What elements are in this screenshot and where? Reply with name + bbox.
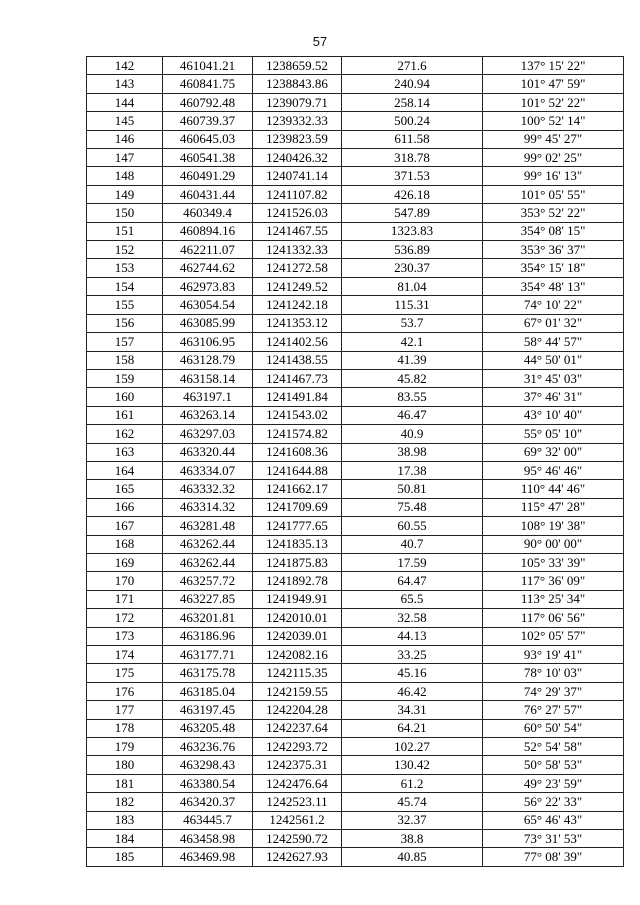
point-number-cell: 180 [87,756,163,774]
direction-angle-cell: 354° 48' 13" [483,277,624,295]
x-coordinate-cell: 463106.95 [163,333,253,351]
direction-angle-cell: 105° 33' 39" [483,553,624,571]
segment-length-cell: 53.7 [342,314,483,332]
point-number-cell: 173 [87,627,163,645]
table-row [87,498,624,516]
point-number-cell: 142 [87,57,163,75]
segment-length-cell: 611.58 [342,130,483,148]
table-row [87,443,624,461]
x-coordinate-cell: 463320.44 [163,443,253,461]
direction-angle-cell: 69° 32' 00" [483,443,624,461]
y-coordinate-cell: 1240741.14 [253,167,342,185]
x-coordinate-cell: 460541.38 [163,149,253,167]
segment-length-cell: 547.89 [342,204,483,222]
table-row [87,130,624,148]
segment-length-cell: 41.39 [342,351,483,369]
y-coordinate-cell: 1241892.78 [253,572,342,590]
point-number-cell: 174 [87,646,163,664]
x-coordinate-cell: 463262.44 [163,535,253,553]
direction-angle-cell: 65° 46' 43" [483,811,624,829]
direction-angle-cell: 73° 31' 53" [483,830,624,848]
direction-angle-cell: 93° 19' 41" [483,646,624,664]
direction-angle-cell: 117° 06' 56" [483,609,624,627]
table-row [87,461,624,479]
y-coordinate-cell: 1242115.35 [253,664,342,682]
point-number-cell: 144 [87,93,163,111]
point-number-cell: 165 [87,480,163,498]
y-coordinate-cell: 1242476.64 [253,774,342,792]
x-coordinate-cell: 463332.32 [163,480,253,498]
direction-angle-cell: 100° 52' 14" [483,112,624,130]
y-coordinate-cell: 1242237.64 [253,719,342,737]
direction-angle-cell: 102° 05' 57" [483,627,624,645]
direction-angle-cell: 101° 05' 55" [483,185,624,203]
table-row [87,369,624,387]
direction-angle-cell: 354° 15' 18" [483,259,624,277]
segment-length-cell: 61.2 [342,774,483,792]
y-coordinate-cell: 1242627.93 [253,848,342,866]
point-number-cell: 185 [87,848,163,866]
table-row [87,93,624,111]
y-coordinate-cell: 1242039.01 [253,627,342,645]
point-number-cell: 150 [87,204,163,222]
y-coordinate-cell: 1242523.11 [253,793,342,811]
x-coordinate-cell: 463085.99 [163,314,253,332]
point-number-cell: 148 [87,167,163,185]
segment-length-cell: 240.94 [342,75,483,93]
table-row [87,167,624,185]
segment-length-cell: 130.42 [342,756,483,774]
segment-length-cell: 81.04 [342,277,483,295]
point-number-cell: 154 [87,277,163,295]
x-coordinate-cell: 463298.43 [163,756,253,774]
segment-length-cell: 45.82 [342,369,483,387]
table-row [87,388,624,406]
point-number-cell: 177 [87,701,163,719]
y-coordinate-cell: 1241543.02 [253,406,342,424]
y-coordinate-cell: 1241662.17 [253,480,342,498]
direction-angle-cell: 58° 44' 57" [483,333,624,351]
point-number-cell: 160 [87,388,163,406]
point-number-cell: 183 [87,811,163,829]
y-coordinate-cell: 1241644.88 [253,461,342,479]
direction-angle-cell: 55° 05' 10" [483,425,624,443]
x-coordinate-cell: 462744.62 [163,259,253,277]
segment-length-cell: 40.9 [342,425,483,443]
point-number-cell: 149 [87,185,163,203]
point-number-cell: 153 [87,259,163,277]
segment-length-cell: 64.47 [342,572,483,590]
segment-length-cell: 46.42 [342,682,483,700]
point-number-cell: 184 [87,830,163,848]
direction-angle-cell: 353° 36' 37" [483,241,624,259]
point-number-cell: 145 [87,112,163,130]
table-row [87,572,624,590]
y-coordinate-cell: 1241467.73 [253,369,342,387]
direction-angle-cell: 101° 52' 22" [483,93,624,111]
table-row [87,830,624,848]
table-row [87,296,624,314]
y-coordinate-cell: 1241835.13 [253,535,342,553]
table-row [87,719,624,737]
y-coordinate-cell: 1241608.36 [253,443,342,461]
y-coordinate-cell: 1241242.18 [253,296,342,314]
direction-angle-cell: 99° 16' 13" [483,167,624,185]
table-row [87,774,624,792]
x-coordinate-cell: 463197.1 [163,388,253,406]
x-coordinate-cell: 462973.83 [163,277,253,295]
point-number-cell: 163 [87,443,163,461]
x-coordinate-cell: 463054.54 [163,296,253,314]
segment-length-cell: 500.24 [342,112,483,130]
direction-angle-cell: 67° 01' 32" [483,314,624,332]
y-coordinate-cell: 1241709.69 [253,498,342,516]
y-coordinate-cell: 1241402.56 [253,333,342,351]
segment-length-cell: 102.27 [342,738,483,756]
table-row [87,646,624,664]
y-coordinate-cell: 1239332.33 [253,112,342,130]
x-coordinate-cell: 463281.48 [163,517,253,535]
y-coordinate-cell: 1241467.55 [253,222,342,240]
point-number-cell: 143 [87,75,163,93]
direction-angle-cell: 76° 27' 57" [483,701,624,719]
x-coordinate-cell: 463469.98 [163,848,253,866]
direction-angle-cell: 50° 58' 53" [483,756,624,774]
direction-angle-cell: 115° 47' 28" [483,498,624,516]
x-coordinate-cell: 462211.07 [163,241,253,259]
segment-length-cell: 42.1 [342,333,483,351]
y-coordinate-cell: 1242010.01 [253,609,342,627]
x-coordinate-cell: 460491.29 [163,167,253,185]
table-row [87,701,624,719]
table-row [87,627,624,645]
table-row [87,185,624,203]
table-row [87,241,624,259]
table-row [87,277,624,295]
point-number-cell: 164 [87,461,163,479]
point-number-cell: 172 [87,609,163,627]
x-coordinate-cell: 463175.78 [163,664,253,682]
direction-angle-cell: 49° 23' 59" [483,774,624,792]
segment-length-cell: 75.48 [342,498,483,516]
table-row [87,333,624,351]
x-coordinate-cell: 460894.16 [163,222,253,240]
table-row [87,406,624,424]
x-coordinate-cell: 463158.14 [163,369,253,387]
y-coordinate-cell: 1241491.84 [253,388,342,406]
x-coordinate-cell: 463201.81 [163,609,253,627]
segment-length-cell: 38.8 [342,830,483,848]
y-coordinate-cell: 1241777.65 [253,517,342,535]
table-row [87,609,624,627]
direction-angle-cell: 56° 22' 33" [483,793,624,811]
table-row [87,793,624,811]
x-coordinate-cell: 463380.54 [163,774,253,792]
point-number-cell: 147 [87,149,163,167]
y-coordinate-cell: 1242204.28 [253,701,342,719]
direction-angle-cell: 37° 46' 31" [483,388,624,406]
x-coordinate-cell: 460349.4 [163,204,253,222]
point-number-cell: 156 [87,314,163,332]
x-coordinate-cell: 463334.07 [163,461,253,479]
point-number-cell: 166 [87,498,163,516]
point-number-cell: 151 [87,222,163,240]
y-coordinate-cell: 1242561.2 [253,811,342,829]
segment-length-cell: 38.98 [342,443,483,461]
y-coordinate-cell: 1241574.82 [253,425,342,443]
segment-length-cell: 83.55 [342,388,483,406]
y-coordinate-cell: 1239823.59 [253,130,342,148]
segment-length-cell: 40.7 [342,535,483,553]
direction-angle-cell: 117° 36' 09" [483,572,624,590]
direction-angle-cell: 78° 10' 03" [483,664,624,682]
direction-angle-cell: 95° 46' 46" [483,461,624,479]
segment-length-cell: 271.6 [342,57,483,75]
point-number-cell: 176 [87,682,163,700]
coordinates-table-body [87,57,624,867]
table-row [87,204,624,222]
x-coordinate-cell: 460792.48 [163,93,253,111]
x-coordinate-cell: 463177.71 [163,646,253,664]
direction-angle-cell: 99° 45' 27" [483,130,624,148]
table-row [87,259,624,277]
segment-length-cell: 318.78 [342,149,483,167]
coordinates-table [86,56,624,867]
table-row [87,756,624,774]
y-coordinate-cell: 1241107.82 [253,185,342,203]
point-number-cell: 161 [87,406,163,424]
point-number-cell: 152 [87,241,163,259]
x-coordinate-cell: 463262.44 [163,553,253,571]
x-coordinate-cell: 463263.14 [163,406,253,424]
table-row [87,222,624,240]
direction-angle-cell: 110° 44' 46" [483,480,624,498]
point-number-cell: 158 [87,351,163,369]
x-coordinate-cell: 463458.98 [163,830,253,848]
x-coordinate-cell: 463297.03 [163,425,253,443]
table-row [87,149,624,167]
y-coordinate-cell: 1242159.55 [253,682,342,700]
direction-angle-cell: 354° 08' 15" [483,222,624,240]
segment-length-cell: 45.74 [342,793,483,811]
x-coordinate-cell: 463236.76 [163,738,253,756]
point-number-cell: 167 [87,517,163,535]
table-row [87,75,624,93]
y-coordinate-cell: 1241438.55 [253,351,342,369]
y-coordinate-cell: 1241353.12 [253,314,342,332]
segment-length-cell: 50.81 [342,480,483,498]
direction-angle-cell: 77° 08' 39" [483,848,624,866]
y-coordinate-cell: 1241249.52 [253,277,342,295]
table-row [87,848,624,866]
y-coordinate-cell: 1241875.83 [253,553,342,571]
point-number-cell: 169 [87,553,163,571]
table-row [87,590,624,608]
direction-angle-cell: 44° 50' 01" [483,351,624,369]
point-number-cell: 181 [87,774,163,792]
y-coordinate-cell: 1238843.86 [253,75,342,93]
y-coordinate-cell: 1241526.03 [253,204,342,222]
x-coordinate-cell: 460645.03 [163,130,253,148]
direction-angle-cell: 137° 15' 22" [483,57,624,75]
x-coordinate-cell: 463227.85 [163,590,253,608]
x-coordinate-cell: 463185.04 [163,682,253,700]
point-number-cell: 168 [87,535,163,553]
segment-length-cell: 536.89 [342,241,483,259]
direction-angle-cell: 74° 29' 37" [483,682,624,700]
direction-angle-cell: 31° 45' 03" [483,369,624,387]
y-coordinate-cell: 1242590.72 [253,830,342,848]
y-coordinate-cell: 1240426.32 [253,149,342,167]
segment-length-cell: 426.18 [342,185,483,203]
direction-angle-cell: 353° 52' 22" [483,204,624,222]
x-coordinate-cell: 460739.37 [163,112,253,130]
table-row [87,314,624,332]
y-coordinate-cell: 1242375.31 [253,756,342,774]
y-coordinate-cell: 1242293.72 [253,738,342,756]
table-row [87,425,624,443]
x-coordinate-cell: 463205.48 [163,719,253,737]
direction-angle-cell: 101° 47' 59" [483,75,624,93]
y-coordinate-cell: 1241949.91 [253,590,342,608]
point-number-cell: 171 [87,590,163,608]
table-row [87,57,624,75]
segment-length-cell: 45.16 [342,664,483,682]
y-coordinate-cell: 1241272.58 [253,259,342,277]
table-row [87,811,624,829]
point-number-cell: 155 [87,296,163,314]
x-coordinate-cell: 463314.32 [163,498,253,516]
segment-length-cell: 33.25 [342,646,483,664]
y-coordinate-cell: 1238659.52 [253,57,342,75]
point-number-cell: 175 [87,664,163,682]
segment-length-cell: 371.53 [342,167,483,185]
point-number-cell: 178 [87,719,163,737]
x-coordinate-cell: 460841.75 [163,75,253,93]
segment-length-cell: 32.37 [342,811,483,829]
direction-angle-cell: 52° 54' 58" [483,738,624,756]
table-row [87,112,624,130]
table-row [87,480,624,498]
segment-length-cell: 34.31 [342,701,483,719]
x-coordinate-cell: 461041.21 [163,57,253,75]
table-row [87,664,624,682]
segment-length-cell: 1323.83 [342,222,483,240]
point-number-cell: 179 [87,738,163,756]
x-coordinate-cell: 463128.79 [163,351,253,369]
y-coordinate-cell: 1239079.71 [253,93,342,111]
point-number-cell: 170 [87,572,163,590]
direction-angle-cell: 43° 10' 40" [483,406,624,424]
segment-length-cell: 230.37 [342,259,483,277]
direction-angle-cell: 60° 50' 54" [483,719,624,737]
segment-length-cell: 32.58 [342,609,483,627]
x-coordinate-cell: 463257.72 [163,572,253,590]
direction-angle-cell: 113° 25' 34" [483,590,624,608]
direction-angle-cell: 99° 02' 25" [483,149,624,167]
segment-length-cell: 46.47 [342,406,483,424]
table-row [87,682,624,700]
direction-angle-cell: 108° 19' 38" [483,517,624,535]
table-row [87,738,624,756]
table-row [87,517,624,535]
point-number-cell: 162 [87,425,163,443]
x-coordinate-cell: 460431.44 [163,185,253,203]
x-coordinate-cell: 463420.37 [163,793,253,811]
segment-length-cell: 60.55 [342,517,483,535]
segment-length-cell: 17.59 [342,553,483,571]
y-coordinate-cell: 1241332.33 [253,241,342,259]
table-row [87,351,624,369]
point-number-cell: 182 [87,793,163,811]
point-number-cell: 159 [87,369,163,387]
x-coordinate-cell: 463445.7 [163,811,253,829]
point-number-cell: 146 [87,130,163,148]
table-row [87,535,624,553]
x-coordinate-cell: 463197.45 [163,701,253,719]
y-coordinate-cell: 1242082.16 [253,646,342,664]
segment-length-cell: 65.5 [342,590,483,608]
point-number-cell: 157 [87,333,163,351]
segment-length-cell: 40.85 [342,848,483,866]
direction-angle-cell: 74° 10' 22" [483,296,624,314]
segment-length-cell: 64.21 [342,719,483,737]
segment-length-cell: 258.14 [342,93,483,111]
x-coordinate-cell: 463186.96 [163,627,253,645]
segment-length-cell: 44.13 [342,627,483,645]
segment-length-cell: 115.31 [342,296,483,314]
table-row [87,553,624,571]
direction-angle-cell: 90° 00' 00" [483,535,624,553]
page-number: 57 [312,34,328,49]
segment-length-cell: 17.38 [342,461,483,479]
